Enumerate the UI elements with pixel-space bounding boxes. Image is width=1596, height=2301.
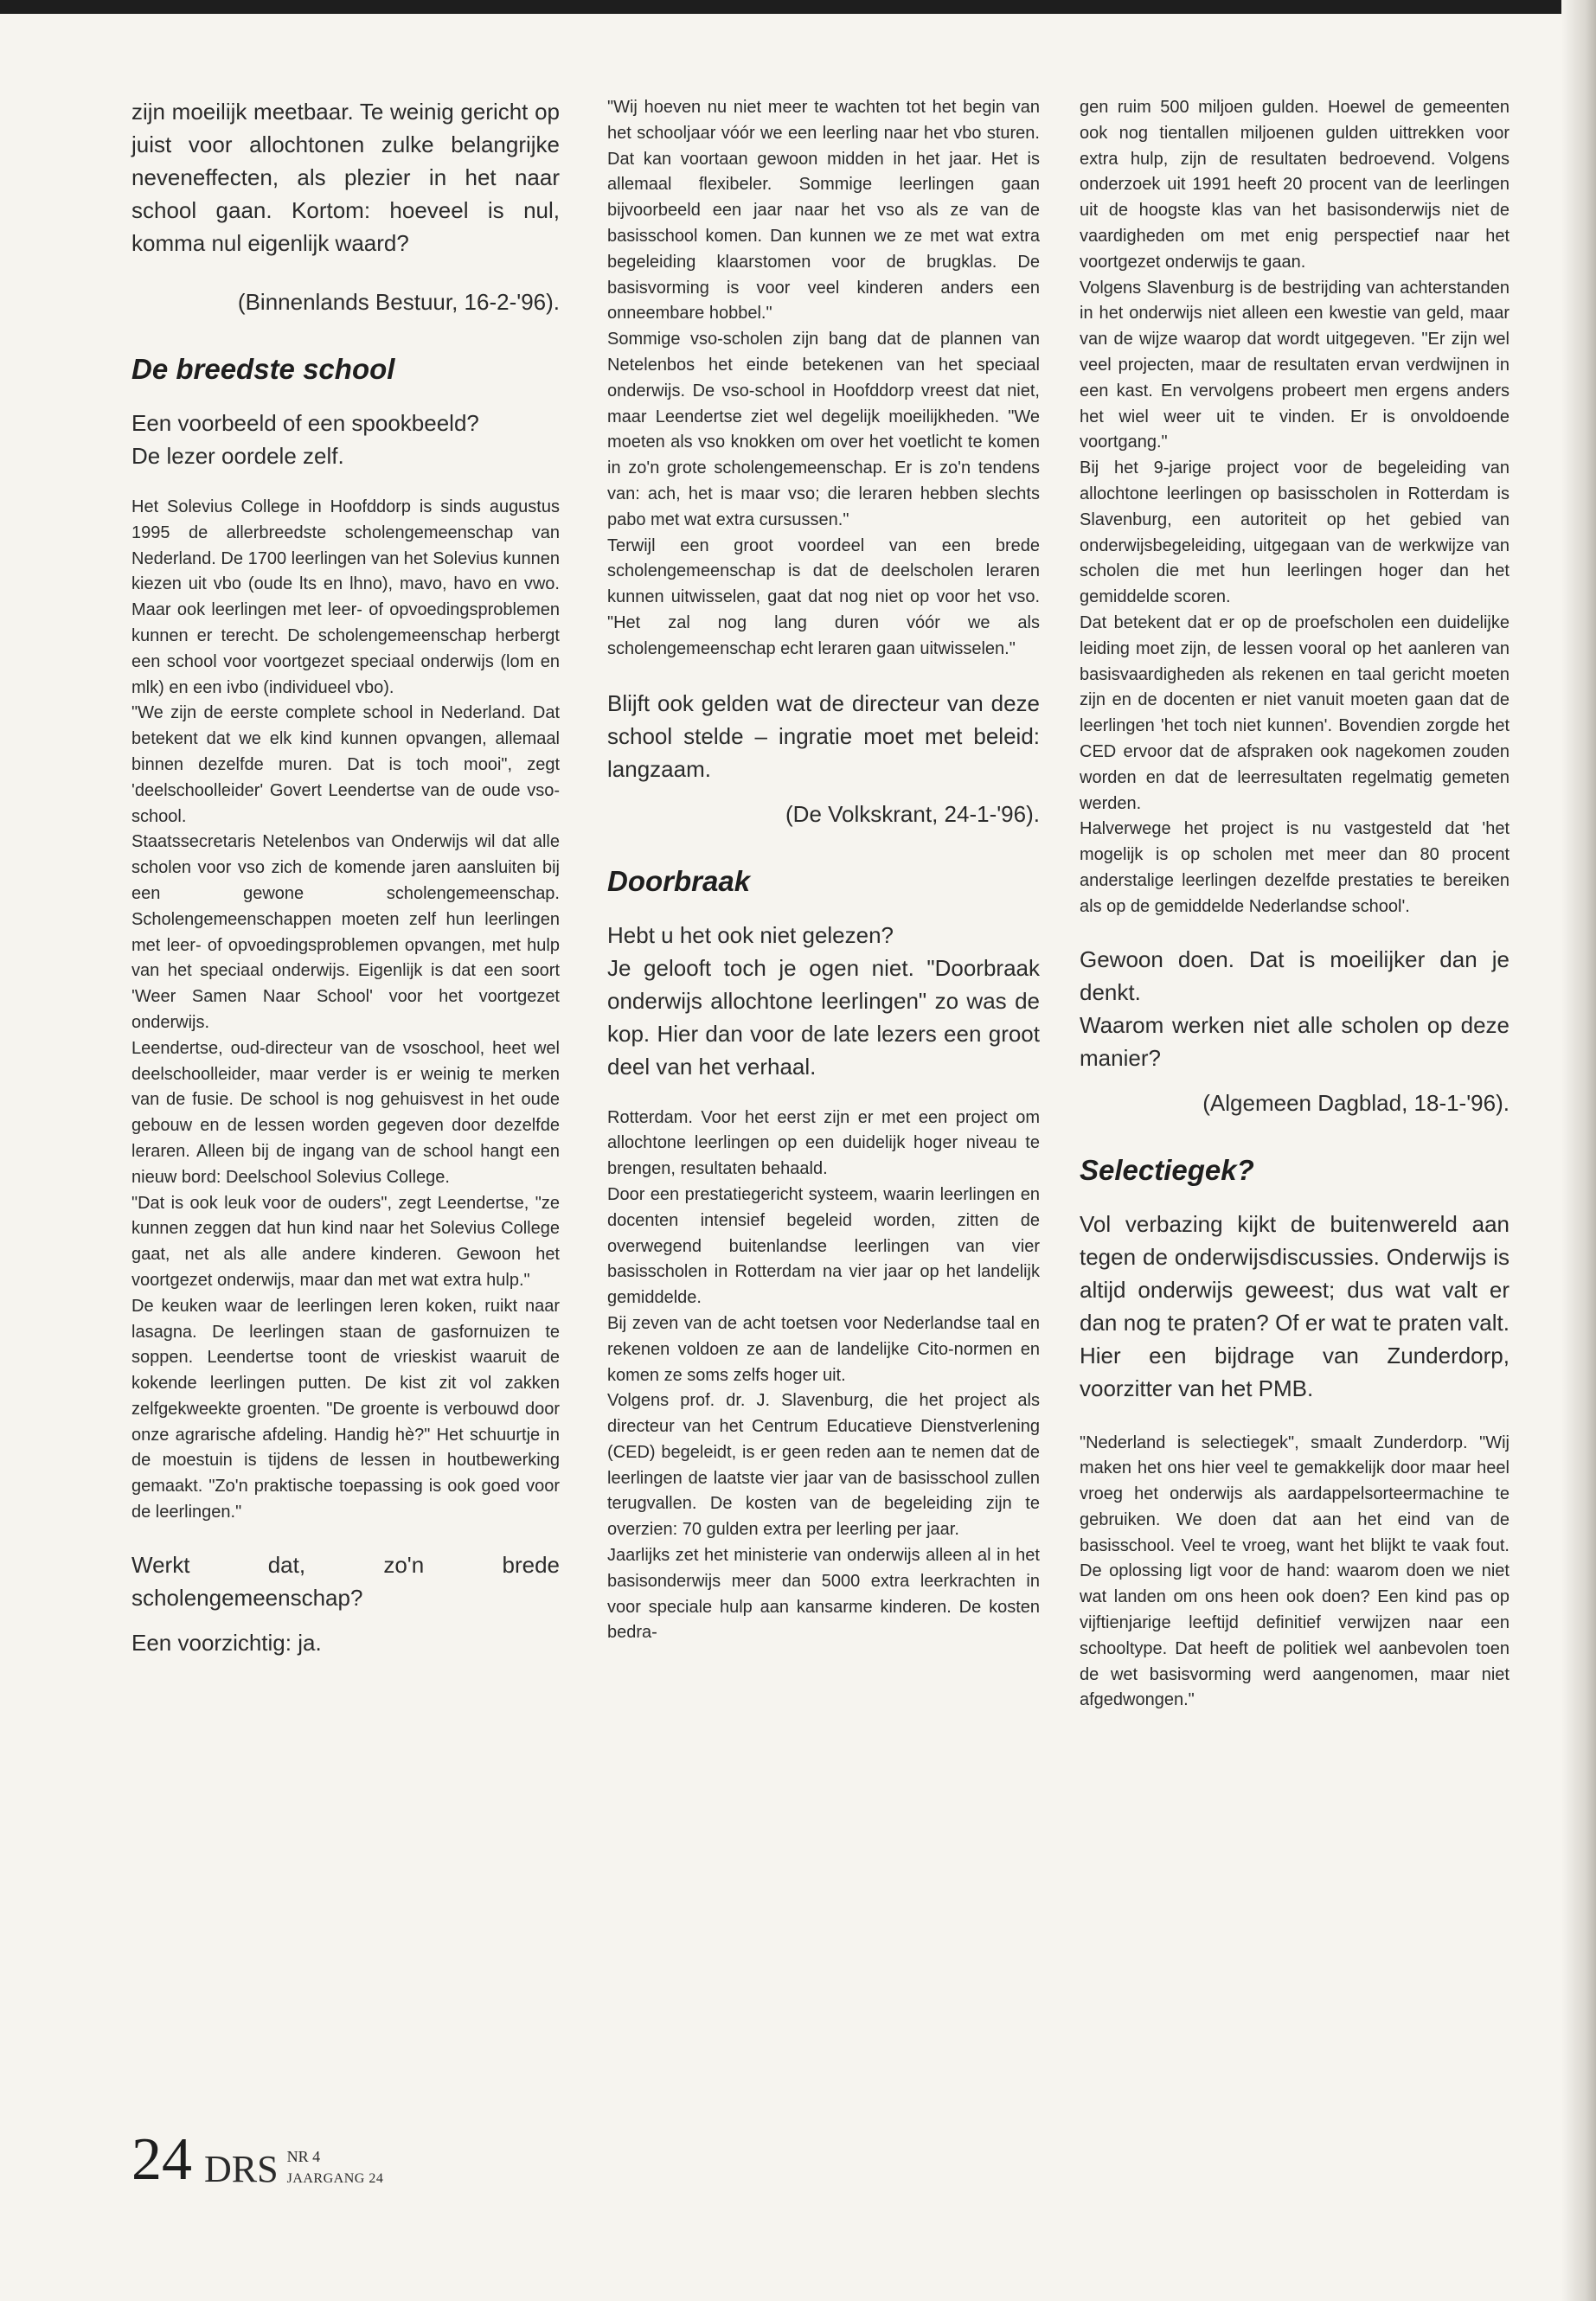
body-paragraph: Bij het 9-jarige project voor de begeleiding van allochtone leerlingen op basisscholen in Rotterdam is Slavenburg, een autoriteit op het gebied van onderwijsbegeleiding, uitgegaan van de werkwijze van scholen die met hun leerlingen hoger dan het gemiddelde scoren. (1080, 458, 1509, 607)
body-paragraph: Jaarlijks zet het ministerie van onderwijs alleen al in het basisonderwijs meer dan 5000 extra leerkrachten in voor speciale hulp aan kansarme kinderen. De kosten bedra- (607, 1546, 1040, 1643)
body-paragraph: Dat betekent dat er op de proefscholen een duidelijke leiding moet zijn, de lessen vooral op het aanleren van basisvaardigheden als rekenen en taal gericht moeten zijn en de docenten er niet vanuit moeten gaan dat de leerlingen 'het toch niet kunnen'. Bovendien zorgde het CED ervoor dat de afspraken ook nagekomen zouden worden en dat de leerresultaten regelmatig gemeten werden. (1080, 612, 1509, 813)
column-2 (607, 95, 1040, 1646)
intro-block (131, 407, 560, 472)
body-paragraph: Terwijl een groot voordeel van een brede scholengemeenschap is dat de deelscholen leraren kunnen uitwisselen, gaat dat nog niet op voor het vso. "Het zal nog lang duren vóór we als scholengemeenschap echt leraren gaan uitwisselen." (607, 535, 1040, 658)
page-edge-shadow (1561, 0, 1596, 2301)
body-paragraph: Sommige vso-scholen zijn bang dat de plannen van Netelenbos het einde betekenen van het speciaal onderwijs. De vso-school in Hoofddorp vreest dat niet, maar Leendertse ziet wel degelijk moeilijkheden. "We moeten als vso knokken om over het voetlicht te komen in zo'n grote scholengemeenschap. Er is zo'n tendens van: ach, het is maar vso; die leraren hebben slechts pabo met wat extra cursussen." (607, 330, 1040, 529)
article-body (1080, 95, 1509, 920)
article-body (607, 1106, 1040, 1647)
source-citation: (Binnenlands Bestuur, 16-2-'96). (237, 289, 560, 315)
section-heading: De breedste school (131, 353, 395, 385)
section-heading: Selectiegek? (1080, 1153, 1254, 1186)
intro-text: Vol verbazing kijkt de buitenwereld aan tegen de onderwijsdiscussies. Onderwijs is altijd onderwijs geweest; dus wat valt er dan nog te praten? Of er wat te praten valt. Hier een bijdrage van Zunderdorp, voorzitter van het PMB. (1080, 1210, 1509, 1401)
intro-block (607, 919, 1040, 1083)
section-heading: Doorbraak (607, 864, 751, 897)
body-paragraph: Halverwege het project is nu vastgesteld dat 'het mogelijk is op scholen met meer dan 80 procent anderstalige leerlingen dezelfde prestaties te bereiken als op de gemiddelde Nederlandse school'. (1080, 819, 1509, 916)
intro-text: Een voorbeeld of een spookbeeld? (131, 410, 479, 436)
body-paragraph: "We zijn de eerste complete school in Nederland. Dat betekent dat we elk kind kunnen opvangen, allemaal binnen dezelfde muren. Dat is toch mooi", zegt 'deelschoolleider' Govert Leendertse van de oude vso-school. (131, 703, 560, 826)
intro-text: Je gelooft toch je ogen niet. "Doorbraak onderwijs allochtone leerlingen" zo was de kop. Hier dan voor de late lezers een groot deel van het verhaal. (607, 954, 1040, 1080)
source-citation: (Algemeen Dagblad, 18-1-'96). (1202, 1089, 1509, 1116)
body-paragraph: Rotterdam. Voor het eerst zijn er met een project om allochtone leerlingen op een duidelijk hoger niveau te brengen, resultaten behaald. (607, 1107, 1040, 1179)
body-paragraph: De keuken waar de leerlingen leren koken, ruikt naar lasagna. De leerlingen staan de gasfornuizen te soppen. Leendertse toont de vrieskist waaruit de kokende leerlingen putten. De kist zit vol zakken zelfgekweekte groenten. "De groente is verbouwd door onze agrarische afdeling. Handig hè?" Het schuurtje in de moestuin is tijdens de lessen in houtbewerking gemaakt. "Zo'n praktische toepassing is ook goed voor de leerlingen." (131, 1296, 560, 1522)
article-body (131, 495, 560, 1526)
intro-text: zijn moeilijk meetbaar. Te weinig gericht op juist voor allochtonen zulke belangrijke neveneffecten, als plezier in het naar school gaan. Kortom: hoeveel is nul, komma nul eigenlijk waard? (131, 99, 560, 256)
column-3 (1080, 95, 1509, 1714)
body-paragraph: gen ruim 500 miljoen gulden. Hoewel de gemeenten ook nog tientallen miljoenen gulden uittrekken voor extra hulp, zijn de resultaten bedroevend. Volgens onderzoek uit 1991 heeft 20 procent van de leerlingen uit de hoogste klas van het basisonderwijs niet de vaardigheden om met enig perspectief naar het voortgezet onderwijs te gaan. (1080, 98, 1509, 272)
page-number: 24 (131, 2126, 192, 2193)
intro-text: Waarom werken niet alle scholen op deze manier? (1080, 1011, 1509, 1071)
body-paragraph: Het Solevius College in Hoofddorp is sinds augustus 1995 de allerbreedste scholengemeenschap van Nederland. De 1700 leerlingen van het Solevius kunnen kiezen uit vbo (oude lts en lhno), mavo, havo en vwo. Maar ook leerlingen met leer- of opvoedingsproblemen kunnen er terecht. De scholengemeenschap herbergt een school voor voortgezet speciaal onderwijs (lom en mlk) en een ivbo (individueel vbo). (131, 497, 560, 697)
intro-text: Blijft ook gelden wat de directeur van deze school stelde – ingratie moet met beleid: langzaam. (607, 689, 1040, 782)
volume-label: JAARGANG 24 (286, 2171, 384, 2186)
intro-text: De lezer oordele zelf. (131, 443, 344, 469)
intro-text: Werkt dat, zo'n brede scholengemeenschap? (131, 1551, 560, 1611)
intro-text: Een voorzichtig: ja. (131, 1629, 322, 1656)
page-footer (131, 2126, 384, 2193)
intro-text: Gewoon doen. Dat is moeilijker dan je denkt. (1080, 945, 1509, 1005)
body-paragraph: Staatssecretaris Netelenbos van Onderwijs wil dat alle scholen voor vso zich de komende jaren aansluiten bij een gewone scholengemeenschap. Scholengemeenschappen moeten zelf hun leerlingen met leer- of opvoedingsproblemen opvangen, met hulp van het speciaal onderwijs. Eigenlijk is dat een soort 'Weer Samen Naar School' voor het voortgezet onderwijs. (131, 832, 560, 1032)
body-paragraph: "Wij hoeven nu niet meer te wachten tot het begin van het schooljaar vóór we een leerling naar het vbo sturen. Dat kan voortaan gewoon midden in het jaar. Het is allemaal flexibeler. Sommige leerlingen gaan bijvoorbeeld een jaar naar het vso als ze van de basisschool komen. Dan kunnen we ze met wat extra begeleiding klaarstomen voor de brugklas. De basisvorming is voor veel kinderen anders een onneembare hobbel." (607, 98, 1040, 324)
body-paragraph: "Dat is ook leuk voor de ouders", zegt Leendertse, "ze kunnen zeggen dat hun kind naar het Solevius College gaat, net als alle andere kinderen. Gewoon het voortgezet onderwijs, maar dan met wat extra hulp." (131, 1193, 560, 1290)
magazine-title: DRS (204, 2148, 279, 2190)
source-citation: (De Volkskrant, 24-1-'96). (785, 800, 1040, 827)
top-rule (0, 0, 1596, 14)
article-body (607, 95, 1040, 663)
issue-number: NR 4 (286, 2148, 321, 2165)
body-paragraph: Volgens Slavenburg is de bestrijding van achterstanden in het onderwijs niet alleen een kwestie van geld, maar van de wijze waarop dat wordt uitgegeven. "Er zijn wel veel projecten, maar de resultaten ervan verdwijnen in een kast. En vervolgens probeert men ergens anders het wiel weer uit te vinden. Er is onvoldoende voortgang." (1080, 278, 1509, 452)
body-paragraph: "Nederland is selectiegek", smaalt Zunderdorp. "Wij maken het ons hier veel te gemakkelijk door maar heel vroeg het onderwijs als aardappelsorteermachine te gebruiken. We doen dat aan het eind van de basisschool. Veel te vroeg, want het blijkt te vaak fout. De oplossing ligt voor de hand: waarom doen we niet wat landen om ons heen ook doen? Een kind pas op vijftienjarige leeftijd definitief verwijzen naar een schooltype. Dat heeft de politiek wel aanbevolen toen de wet basisvorming werd aangenomen, maar niet afgedwongen." (1080, 1433, 1509, 1710)
body-paragraph: Bij zeven van de acht toetsen voor Nederlandse taal en rekenen voldoen ze aan de landelijke Cito-normen en komen ze soms zelfs hoger uit. (607, 1313, 1040, 1385)
body-paragraph: Leendertse, oud-directeur van de vsoschool, heet wel deelschoolleider, maar verder is er weinig te merken van de fusie. De school is nog gehuisvest in het oude gebouw en de lessen worden gegeven door dezelfde leraren. Alleen bij de ingang van de school hangt een nieuw bord: Deelschool Solevius College. (131, 1038, 560, 1187)
intro-text: Hebt u het ook niet gelezen? (607, 921, 894, 948)
column-1 (131, 95, 560, 1685)
body-paragraph: Volgens prof. dr. J. Slavenburg, die het project als directeur van het Centrum Educatieve Dienstverlening (CED) begeleidt, is er geen reden aan te nemen dat de leerlingen de laatste vier jaar van de basisschool zullen terugvallen. De kosten van de begeleiding zijn te overzien: 70 gulden extra per leerling per jaar. (607, 1391, 1040, 1540)
issue-info (287, 2148, 384, 2187)
body-paragraph: Door een prestatiegericht systeem, waarin leerlingen en docenten intensief begeleid worden, zitten de overwegend buitenlandse leerlingen van vier basisscholen in Rotterdam na vier jaar op het landelijk gemiddelde. (607, 1184, 1040, 1308)
